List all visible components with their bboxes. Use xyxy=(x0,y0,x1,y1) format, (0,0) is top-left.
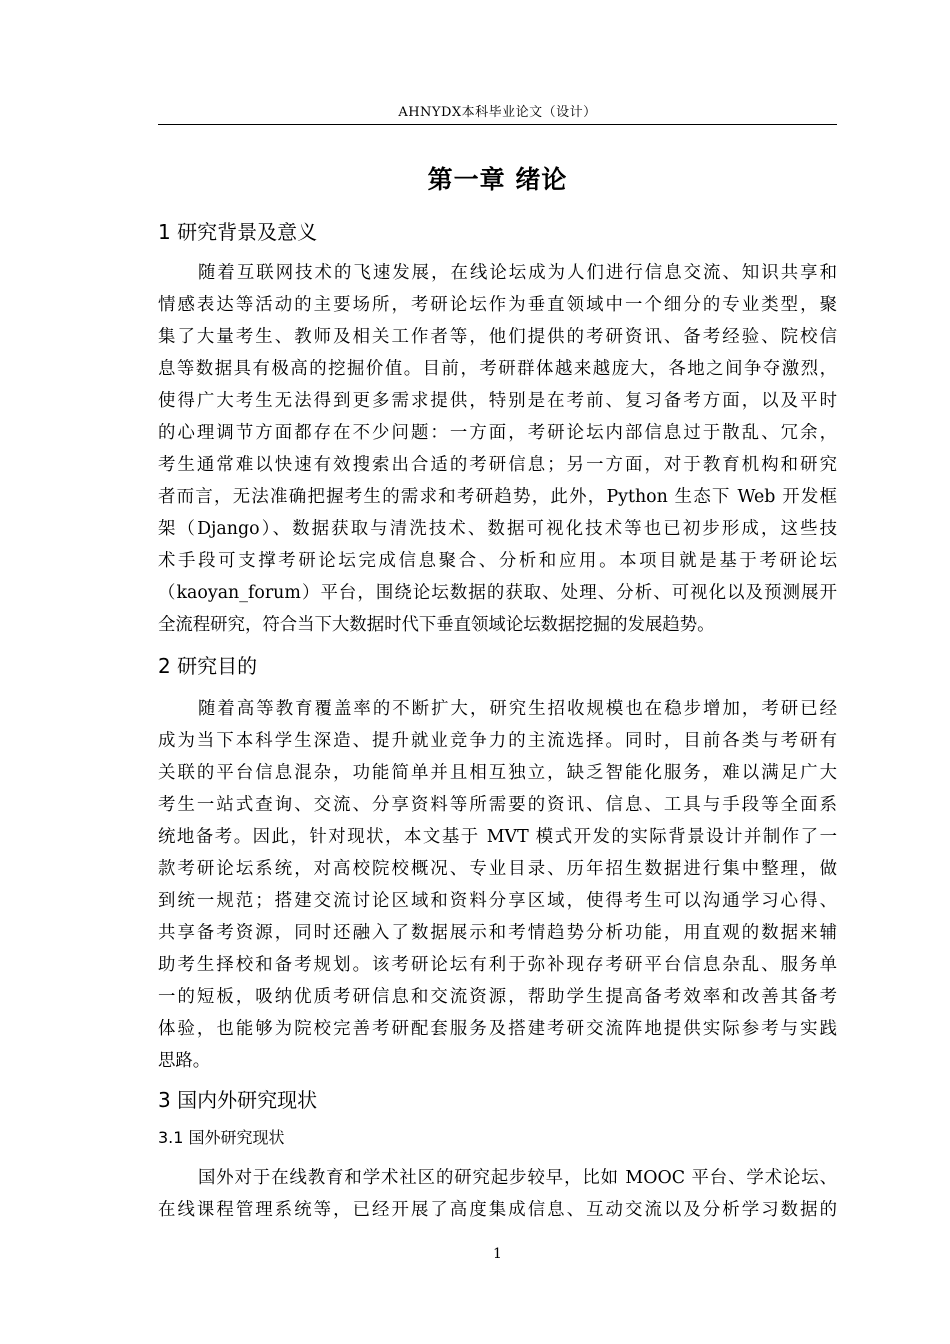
header-rule xyxy=(158,124,837,125)
paragraph-line: 者而言，无法准确把握考生的需求和考研趋势，此外，Python 生态下 Web 开发框 xyxy=(158,487,837,507)
paragraph-line: 考生一站式查询、交流、分享资料等所需要的资讯、信息、工具与手段等全面系 xyxy=(158,795,837,815)
paragraph-line: 共享备考资源，同时还融入了数据展示和考情趋势分析功能，用直观的数据来辅 xyxy=(158,923,837,943)
paragraph-line: 随着互联网技术的飞速发展，在线论坛成为人们进行信息交流、知识共享和 xyxy=(198,263,837,283)
paragraph-background xyxy=(158,257,837,641)
section-heading-background: 1 研究背景及意义 xyxy=(158,220,318,244)
paragraph-line: 在线课程管理系统等，已经开展了高度集成信息、互动交流以及分析学习数据的 xyxy=(158,1200,837,1220)
paragraph-line: 使得广大考生无法得到更多需求提供，特别是在考前、复习备考方面，以及平时 xyxy=(158,391,837,411)
paragraph-line: 统地备考。因此，针对现状，本文基于 MVT 模式开发的实际背景设计并制作了一 xyxy=(158,827,837,847)
paragraph-foreign-research xyxy=(158,1162,837,1226)
paragraph-line: 集了大量考生、教师及相关工作者等，他们提供的考研资讯、备考经验、院校信 xyxy=(158,327,837,347)
paragraph-line: （kaoyan_forum）平台，围绕论坛数据的获取、处理、分析、可视化以及预测展开 xyxy=(158,583,837,603)
paragraph-line: 思路。 xyxy=(158,1051,211,1071)
paragraph-line: 的心理调节方面都存在不少问题：一方面，考研论坛内部信息过于散乱、冗余， xyxy=(158,423,837,443)
section-heading-purpose: 2 研究目的 xyxy=(158,654,258,678)
paragraph-line: 术手段可支撑考研论坛完成信息聚合、分析和应用。本项目就是基于考研论坛 xyxy=(158,551,837,571)
section-heading-research-status: 3 国内外研究现状 xyxy=(158,1088,318,1112)
subsection-heading-foreign-research: 3.1 国外研究现状 xyxy=(158,1128,285,1147)
running-header: AHNYDX本科毕业论文（设计） xyxy=(398,105,597,120)
paragraph-line: 随着高等教育覆盖率的不断扩大，研究生招收规模也在稳步增加，考研已经 xyxy=(198,699,837,719)
paragraph-line: 架（Django）、数据获取与清洗技术、数据可视化技术等也已初步形成，这些技 xyxy=(158,519,837,539)
paragraph-purpose xyxy=(158,693,837,1077)
page-number: 1 xyxy=(493,1246,502,1262)
paragraph-line: 全流程研究，符合当下大数据时代下垂直领域论坛数据挖掘的发展趋势。 xyxy=(158,615,715,635)
paragraph-line: 到统一规范；搭建交流讨论区域和资料分享区域，使得考生可以沟通学习心得、 xyxy=(158,891,837,911)
paragraph-line: 一的短板，吸纳优质考研信息和交流资源，帮助学生提高备考效率和改善其备考 xyxy=(158,987,837,1007)
paragraph-line: 款考研论坛系统，对高校院校概况、专业目录、历年招生数据进行集中整理，做 xyxy=(158,859,837,879)
paragraph-line: 助考生择校和备考规划。该考研论坛有利于弥补现存考研平台信息杂乱、服务单 xyxy=(158,955,837,975)
chapter-title: 第一章 绪论 xyxy=(427,165,568,194)
paragraph-line: 成为当下本科学生深造、提升就业竞争力的主流选择。同时，目前各类与考研有 xyxy=(158,731,837,751)
paragraph-line: 息等数据具有极高的挖掘价值。目前，考研群体越来越庞大，各地之间争夺激烈， xyxy=(158,359,837,379)
paragraph-line: 体验，也能够为院校完善考研配套服务及搭建考研交流阵地提供实际参考与实践 xyxy=(158,1019,837,1039)
paragraph-line: 国外对于在线教育和学术社区的研究起步较早，比如 MOOC 平台、学术论坛、 xyxy=(198,1168,837,1188)
paragraph-line: 考生通常难以快速有效搜索出合适的考研信息；另一方面，对于教育机构和研究 xyxy=(158,455,837,475)
paragraph-line: 关联的平台信息混杂，功能简单并且相互独立，缺乏智能化服务，难以满足广大 xyxy=(158,763,837,783)
paragraph-line: 情感表达等活动的主要场所，考研论坛作为垂直领域中一个细分的专业类型，聚 xyxy=(158,295,837,315)
